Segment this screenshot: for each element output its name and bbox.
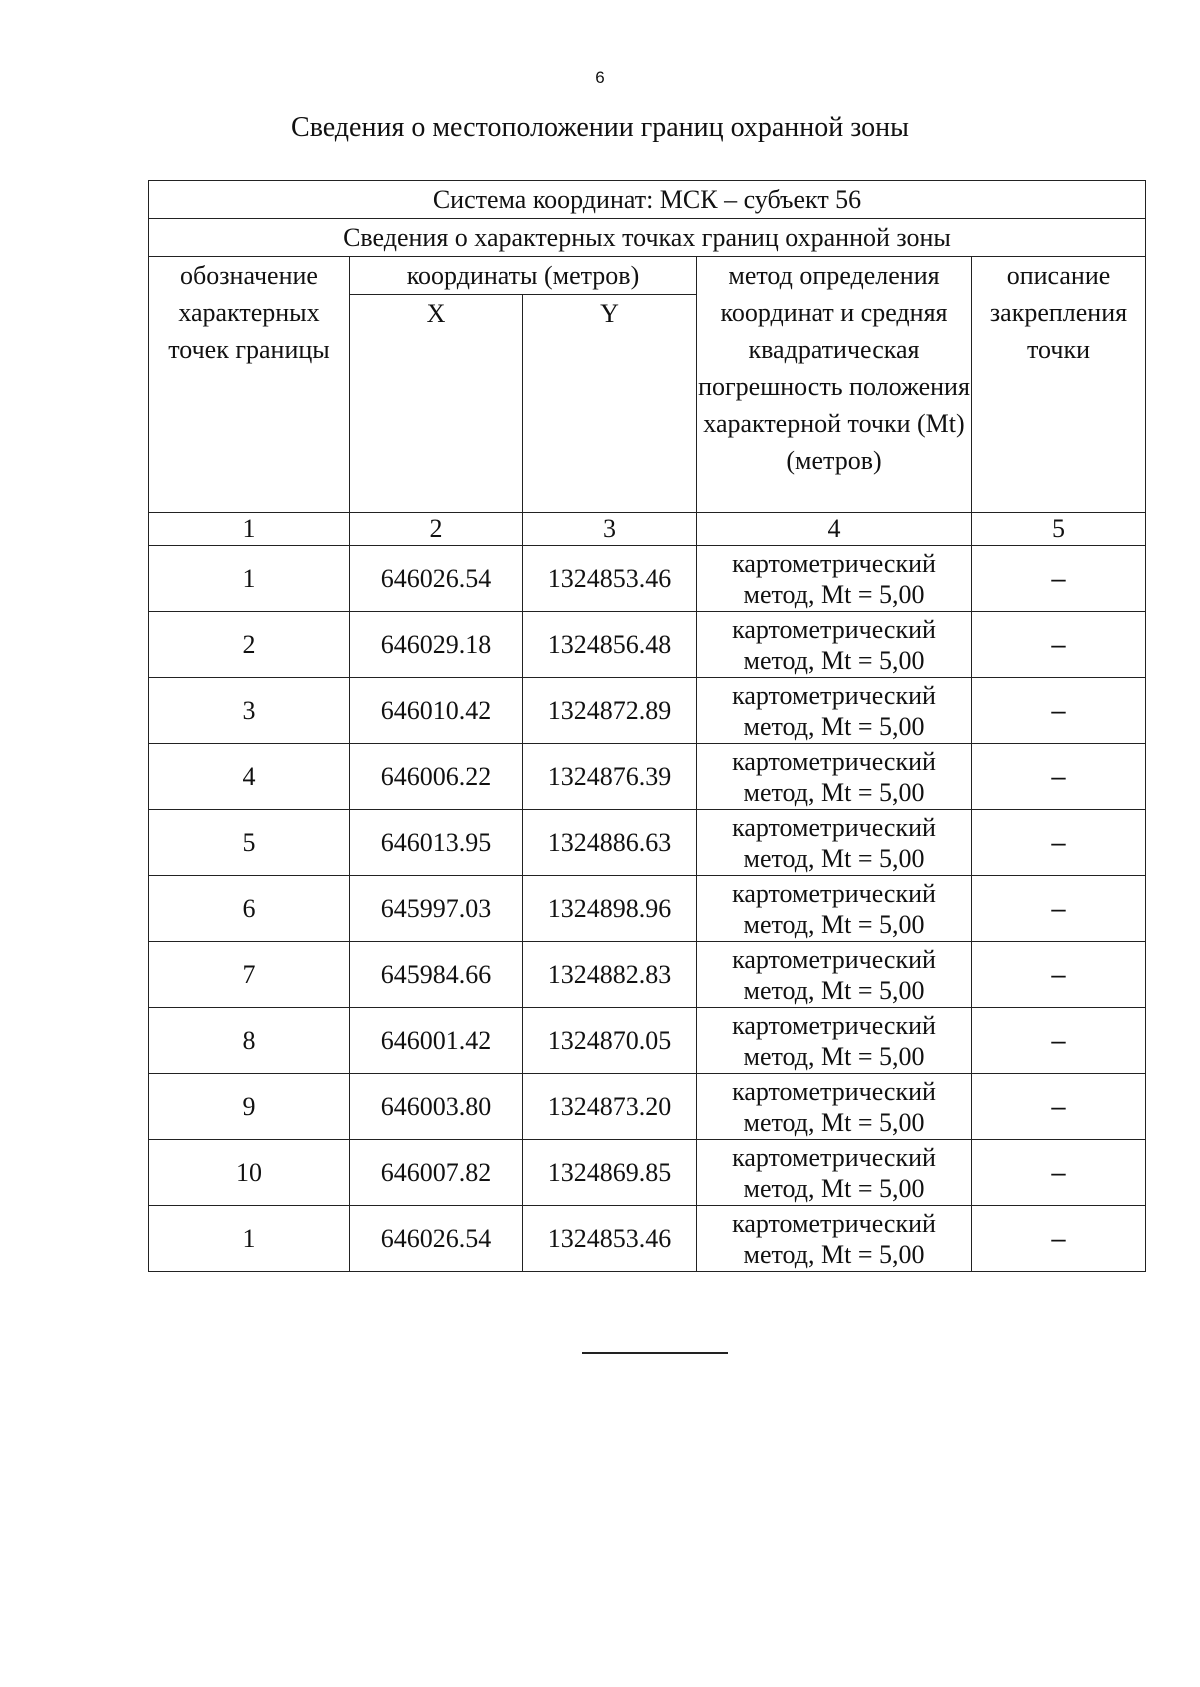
x-coordinate-cell-text: 646010.42 (380, 696, 492, 725)
y-coordinate-cell (523, 546, 697, 612)
y-coordinate-cell-text: 1324873.20 (547, 1092, 672, 1121)
x-coordinate-cell-text: 646007.82 (380, 1158, 492, 1187)
x-coordinate-cell-text: 646026.54 (380, 1224, 492, 1253)
x-coordinate-cell (350, 612, 523, 678)
x-coordinate-cell-text: 646013.95 (380, 828, 492, 857)
header-method: метод определения координат и средняя квадратическая погрешность положения характерной точки (Mt) (метров) (697, 257, 972, 513)
method-cell-text: картометрический метод, Mt = 5,00 (732, 1208, 936, 1269)
y-coordinate-cell-text: 1324876.39 (547, 762, 672, 791)
x-coordinate-cell-text: 646001.42 (380, 1026, 492, 1055)
description-cell (972, 1008, 1146, 1074)
y-coordinate-cell (523, 744, 697, 810)
description-cell-text: – (1051, 563, 1066, 593)
point-cell (149, 810, 350, 876)
point-cell (149, 1008, 350, 1074)
description-cell (972, 546, 1146, 612)
description-cell (972, 612, 1146, 678)
description-cell (972, 1140, 1146, 1206)
point-cell-text: 4 (242, 762, 256, 791)
y-coordinate-cell (523, 678, 697, 744)
method-cell-text: картометрический метод, Mt = 5,00 (732, 812, 936, 873)
point-cell-text: 1 (242, 564, 256, 593)
method-cell-text: картометрический метод, Mt = 5,00 (732, 680, 936, 741)
point-cell (149, 678, 350, 744)
table-row (149, 1008, 1146, 1074)
x-coordinate-cell (350, 546, 523, 612)
point-cell-text: 1 (242, 1224, 256, 1253)
method-cell (697, 942, 972, 1008)
y-coordinate-cell-text: 1324853.46 (547, 564, 672, 593)
x-coordinate-cell (350, 1008, 523, 1074)
method-cell (697, 810, 972, 876)
column-number-row (149, 513, 1146, 546)
y-coordinate-cell (523, 1206, 697, 1272)
method-cell (697, 876, 972, 942)
x-coordinate-cell (350, 1140, 523, 1206)
description-cell (972, 876, 1146, 942)
method-cell (697, 1206, 972, 1272)
method-cell (697, 1074, 972, 1140)
y-coordinate-cell-text: 1324882.83 (547, 960, 672, 989)
description-cell-text: – (1051, 761, 1066, 791)
y-coordinate-cell-text: 1324856.48 (547, 630, 672, 659)
y-coordinate-cell-text: 1324886.63 (547, 828, 672, 857)
point-cell-text: 6 (242, 894, 256, 923)
column-number: 1 (149, 513, 350, 546)
description-cell (972, 678, 1146, 744)
x-coordinate-cell (350, 678, 523, 744)
y-coordinate-cell (523, 810, 697, 876)
description-cell (972, 810, 1146, 876)
closing-rule (582, 1352, 728, 1354)
description-cell-text: – (1051, 1091, 1066, 1121)
method-cell-text: картометрический метод, Mt = 5,00 (732, 1076, 936, 1137)
description-cell-text: – (1051, 1223, 1066, 1253)
method-cell (697, 612, 972, 678)
table-row (149, 744, 1146, 810)
coordinates-table (148, 180, 1146, 1272)
description-cell-text: – (1051, 1025, 1066, 1055)
point-cell (149, 744, 350, 810)
table-row (149, 1206, 1146, 1272)
y-coordinate-cell (523, 1074, 697, 1140)
table-row (149, 546, 1146, 612)
description-cell-text: – (1051, 629, 1066, 659)
section-label: Сведения о характерных точках границ охранной зоны (149, 219, 1146, 257)
header-point-designation: обозначение характерных точек границы (149, 257, 350, 513)
x-coordinate-cell (350, 1206, 523, 1272)
x-coordinate-cell (350, 744, 523, 810)
column-number: 3 (523, 513, 697, 546)
point-cell-text: 2 (242, 630, 256, 659)
point-cell-text: 3 (242, 696, 256, 725)
point-cell-text: 7 (242, 960, 256, 989)
page-number: 6 (595, 68, 605, 87)
method-cell-text: картометрический метод, Mt = 5,00 (732, 548, 936, 609)
y-coordinate-cell (523, 1008, 697, 1074)
description-cell-text: – (1051, 695, 1066, 725)
table-row (149, 678, 1146, 744)
y-coordinate-cell-text: 1324898.96 (547, 894, 672, 923)
description-cell (972, 1074, 1146, 1140)
method-cell (697, 546, 972, 612)
table-row (149, 612, 1146, 678)
description-cell-text: – (1051, 827, 1066, 857)
y-coordinate-cell (523, 876, 697, 942)
method-cell-text: картометрический метод, Mt = 5,00 (732, 1010, 936, 1071)
point-cell (149, 1074, 350, 1140)
point-cell-text: 10 (236, 1158, 262, 1187)
point-cell (149, 612, 350, 678)
description-cell-text: – (1051, 959, 1066, 989)
y-coordinate-cell (523, 612, 697, 678)
page-title: Сведения о местоположении границ охранной зоны (291, 112, 909, 143)
x-coordinate-cell-text: 645997.03 (380, 894, 492, 923)
header-description: описание закрепления точки (972, 257, 1146, 513)
table-row (149, 942, 1146, 1008)
y-coordinate-cell (523, 1140, 697, 1206)
method-cell-text: картометрический метод, Mt = 5,00 (732, 878, 936, 939)
y-coordinate-cell-text: 1324870.05 (547, 1026, 672, 1055)
column-number: 5 (972, 513, 1146, 546)
point-cell-text: 8 (242, 1026, 256, 1055)
point-cell (149, 876, 350, 942)
x-coordinate-cell-text: 645984.66 (380, 960, 492, 989)
y-coordinate-cell (523, 942, 697, 1008)
x-coordinate-cell-text: 646003.80 (380, 1092, 492, 1121)
point-cell (149, 942, 350, 1008)
method-cell (697, 678, 972, 744)
method-cell (697, 744, 972, 810)
x-coordinate-cell (350, 810, 523, 876)
column-number: 2 (350, 513, 523, 546)
description-cell-text: – (1051, 1157, 1066, 1187)
method-cell-text: картометрический метод, Mt = 5,00 (732, 1142, 936, 1203)
method-cell (697, 1008, 972, 1074)
point-cell-text: 5 (242, 828, 256, 857)
method-cell-text: картометрический метод, Mt = 5,00 (732, 944, 936, 1005)
header-coordinates-group: координаты (метров) (350, 257, 697, 295)
method-cell (697, 1140, 972, 1206)
column-number: 4 (697, 513, 972, 546)
description-cell-text: – (1051, 893, 1066, 923)
coordinate-system-label: Система координат: МСК – субъект 56 (149, 181, 1146, 219)
y-coordinate-cell-text: 1324869.85 (547, 1158, 672, 1187)
table-row (149, 810, 1146, 876)
x-coordinate-cell (350, 942, 523, 1008)
y-coordinate-cell-text: 1324853.46 (547, 1224, 672, 1253)
y-coordinate-cell-text: 1324872.89 (547, 696, 672, 725)
x-coordinate-cell-text: 646029.18 (380, 630, 492, 659)
x-coordinate-cell (350, 1074, 523, 1140)
header-y: Y (523, 295, 697, 513)
table-row (149, 1140, 1146, 1206)
description-cell (972, 1206, 1146, 1272)
x-coordinate-cell (350, 876, 523, 942)
table-row (149, 1074, 1146, 1140)
point-cell (149, 546, 350, 612)
method-cell-text: картометрический метод, Mt = 5,00 (732, 746, 936, 807)
method-cell-text: картометрический метод, Mt = 5,00 (732, 614, 936, 675)
point-cell-text: 9 (242, 1092, 256, 1121)
x-coordinate-cell-text: 646026.54 (380, 564, 492, 593)
description-cell (972, 744, 1146, 810)
point-cell (149, 1140, 350, 1206)
header-x: X (350, 295, 523, 513)
x-coordinate-cell-text: 646006.22 (380, 762, 492, 791)
table-row (149, 876, 1146, 942)
point-cell (149, 1206, 350, 1272)
description-cell (972, 942, 1146, 1008)
